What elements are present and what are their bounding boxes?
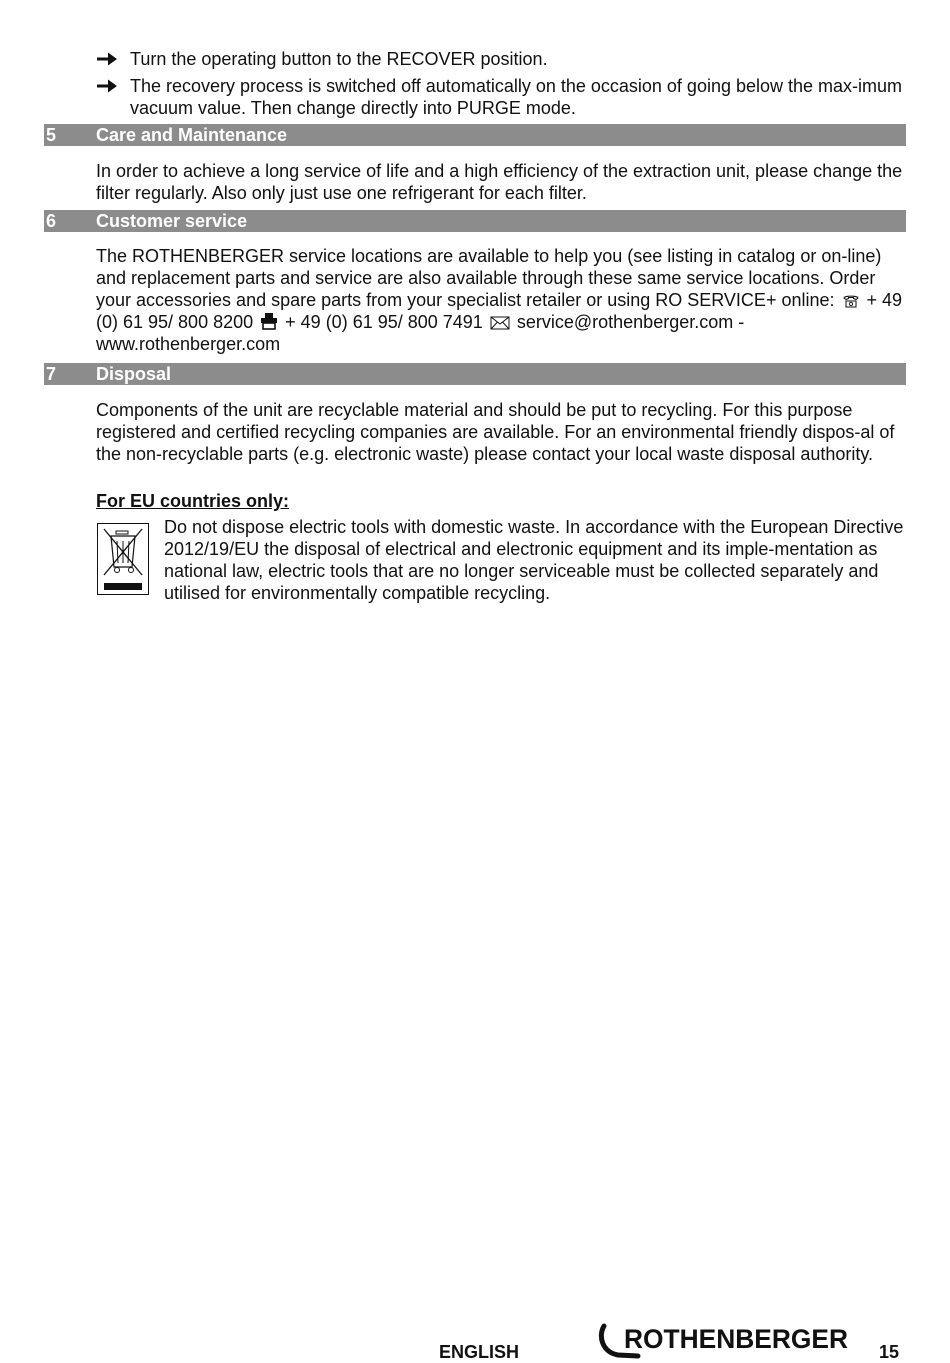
eu-disposal-text: Do not dispose electric tools with domestic waste. In accordance with the European Directive 2012/19/EU the disposal of electrical and electronic equipment and its imple-mentation as national law, electric tools that are no longer serviceable must be collected separately and utilised for environmentally compatible recycling. [164,517,904,603]
bullet-text: Turn the operating button to the RECOVER position. [130,49,548,69]
fax-icon [260,312,278,330]
rothenberger-logo [598,1322,854,1362]
eu-countries-heading: For EU countries only: [96,491,290,511]
section-title: Disposal [96,364,172,384]
section-number: 5 [46,125,57,145]
footer-language: ENGLISH [439,1342,520,1362]
section-body-disposal: Components of the unit are recyclable material and should be put to recycling. For this purpose registered and certified recycling companies are available. For an environmental friendly dispos-al of the non-recyclable parts (e.g. electronic waste) please contact your local waste disposal authority. [96,400,895,464]
arrow-right-icon [96,78,118,94]
page-number: 15 [879,1342,900,1362]
website-link[interactable]: www.rothenberger.com [96,334,281,354]
fax-number: + 49 (0) 61 95/ 800 7491 [285,312,483,332]
section-body-care: In order to achieve a long service of life and a high efficiency of the extraction unit, please change the filter regularly. Also only just use one refrigerant for each filter. [96,161,903,203]
phone-icon [842,294,860,308]
section-body-customer-service [96,245,906,355]
section-heading-disposal [44,363,906,385]
section-heading-care [44,124,906,146]
crossed-out-wheelie-bin-icon [97,523,149,595]
section-number: 7 [46,364,57,384]
bullet-text: The recovery process is switched off automatically on the occasion of going below the max-imum vacuum value. Then change directly into PURGE mode. [130,76,903,118]
section-number: 6 [46,211,57,231]
section-title: Care and Maintenance [96,125,288,145]
phone-number: + 49 (0) 61 95/ 800 8200 [96,290,903,332]
section-title: Customer service [96,211,248,231]
envelope-icon [490,316,510,330]
bullet-item [96,48,906,70]
section-heading-customer-service [44,210,906,232]
arrow-right-icon [96,51,118,67]
email-address[interactable]: service@rothenberger.com - [516,312,745,332]
bullet-item [96,75,906,119]
service-text: The ROTHENBERGER service locations are available to help you (see listing in catalog or on-line) and replacement parts and service are also available through these same service locations. Order your accessories and spare parts from your specialist retailer or using RO SERVICE+ online: [96,246,882,310]
logo-wordmark: ROTHENBERGER [624,1324,848,1354]
